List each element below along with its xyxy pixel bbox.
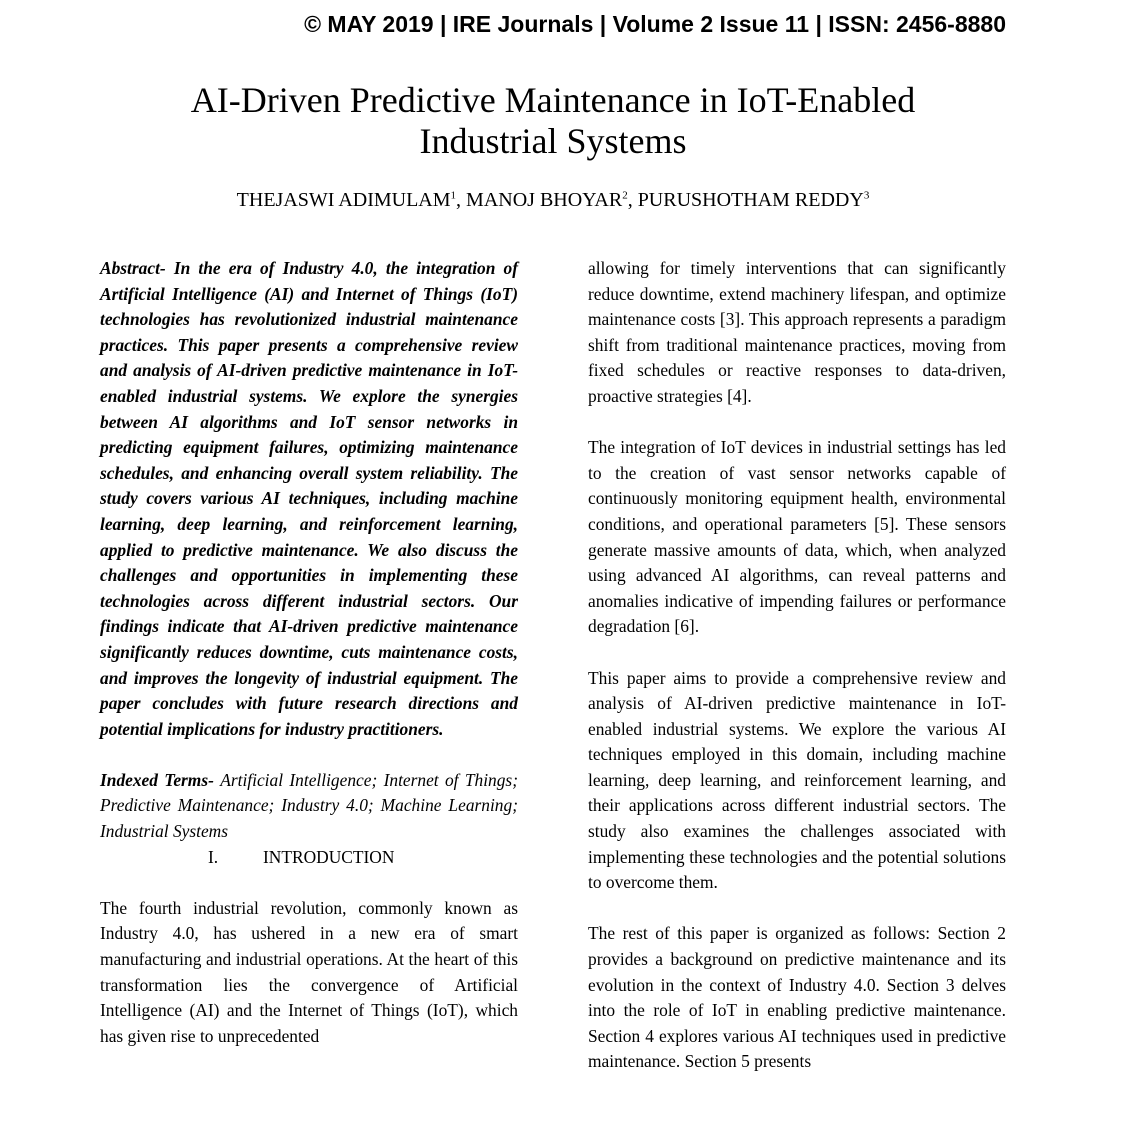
right-column [588, 256, 1006, 1075]
abstract-text: In the era of Industry 4.0, the integration of Artificial Intelligence (AI) and Internet of Things (IoT) technologies has revolutionized industrial maintenance practices. This paper presents a comprehensive review and analysis of AI-driven predictive maintenance in IoT-enabled industrial systems. We explore the synergies between AI algorithms and IoT sensor networks in predicting equipment failures, optimizing maintenance schedules, and enhancing overall system reliability. The study covers various AI techniques, including machine learning, deep learning, and reinforcement learning, applied to predictive maintenance. We also discuss the challenges and opportunities in implementing these technologies across different industrial sectors. Our findings indicate that AI-driven predictive maintenance significantly reduces downtime, cuts maintenance costs, and improves the longevity of industrial equipment. The paper concludes with future research directions and potential implications for industry practitioners. [100, 258, 518, 739]
body-paragraph: This paper aims to provide a comprehensive review and analysis of AI-driven predictive maintenance in IoT-enabled industrial systems. We explore the various AI techniques employed in this domain, including machine learning, deep learning, and reinforcement learning, and their applications across different industrial sectors. The study also examines the challenges associated with implementing these technologies and the potential solutions to overcome them. [588, 667, 1006, 893]
left-column [100, 256, 518, 1049]
abstract-label: Abstract- [100, 258, 166, 278]
intro-paragraph: The fourth industrial revolution, commonly known as Industry 4.0, has ushered in a new era of smart manufacturing and industrial operations. At the heart of this transformation lies the convergence of Artificial Intelligence (AI) and the Internet of Things (IoT), which has given rise to unprecedented [100, 897, 518, 1046]
author-list [100, 186, 1006, 214]
indexed-terms-text: Artificial Intelligence; Internet of Things; Predictive Maintenance; Industry 4.0; Machine Learning; Industrial Systems [100, 769, 518, 842]
indexed-terms-paragraph [100, 768, 518, 845]
author-name: MANOJ BHOYAR [466, 189, 623, 211]
journal-header-text: © MAY 2019 | IRE Journals | Volume 2 Issue 11 | ISSN: 2456-8880 [304, 11, 1006, 37]
author-separator: , [627, 189, 638, 211]
author-name: THEJASWI ADIMULAM [236, 189, 451, 211]
author-affiliation-number: 3 [863, 189, 870, 202]
body-paragraph: The rest of this paper is organized as follows: Section 2 provides a background on predictive maintenance and its evolution in the context of Industry 4.0. Section 3 delves into the role of IoT in enabling predictive maintenance. Section 4 explores various AI techniques used in predictive maintenance. Section 5 presents [588, 923, 1006, 1072]
author-name: PURUSHOTHAM REDDY [637, 189, 864, 211]
journal-header [0, 8, 1134, 40]
indexed-terms-label: Indexed Terms- [100, 769, 214, 790]
section-number: I. [208, 846, 219, 867]
author-affiliation-number: 2 [622, 189, 628, 202]
section-title: INTRODUCTION [263, 846, 395, 867]
author-separator: , [456, 189, 467, 211]
author-affiliation-number: 1 [450, 189, 457, 202]
body-paragraph: allowing for timely interventions that can significantly reduce downtime, extend machinery lifespan, and optimize maintenance costs [3]. This approach represents a paradigm shift from traditional maintenance practices, moving from fixed schedules or reactive responses to data-driven, proactive strategies [4]. [588, 258, 1006, 406]
body-paragraph: The integration of IoT devices in industrial settings has led to the creation of vast sensor networks capable of continuously monitoring equipment health, environmental conditions, and operational parameters [5]. These sensors generate massive amounts of data, which, when analyzed using advanced AI algorithms, can reveal patterns and anomalies indicative of impending failures or performance degradation [6]. [588, 437, 1006, 637]
section-heading-introduction [100, 845, 518, 871]
paper-title-line-2: Industrial Systems [419, 121, 687, 161]
paper-title [100, 80, 1006, 162]
abstract-paragraph [100, 256, 518, 742]
paper-title-line-1: AI-Driven Predictive Maintenance in IoT-Enabled [190, 80, 916, 120]
